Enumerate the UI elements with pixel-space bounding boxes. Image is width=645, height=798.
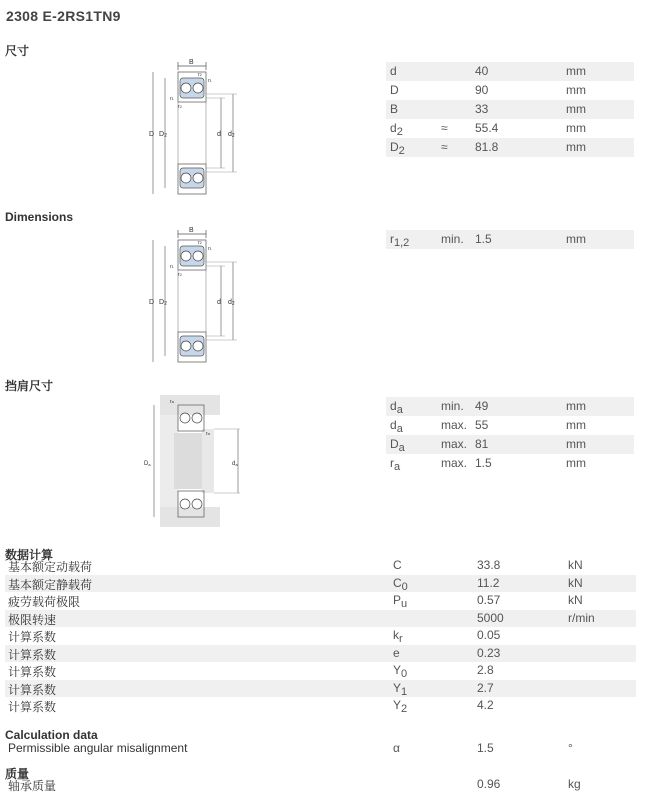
param-row: [386, 454, 634, 473]
param-value: 33: [475, 102, 489, 116]
calc-symbol-sub: u: [401, 598, 408, 610]
svg-text:r2: [178, 272, 183, 278]
label-ra-top: r: [170, 399, 172, 405]
param-symbol-sub: a: [398, 442, 405, 454]
param-qualifier: max.: [441, 456, 468, 470]
param-qualifier: ≈: [441, 121, 448, 135]
calc-row: [5, 610, 636, 628]
abutment-drawing: [140, 393, 250, 533]
calc-value: 4.2: [477, 698, 494, 712]
calc-label: 轴承质量: [8, 779, 57, 793]
calc-symbol: [393, 646, 400, 660]
label-r2-top-2-sub: 2: [199, 240, 202, 245]
label-Da: D: [144, 461, 149, 467]
calc-row: [5, 740, 636, 758]
param-symbol: [390, 456, 400, 473]
label-ra-mid: r: [206, 431, 208, 437]
param-row: [386, 119, 634, 138]
calc-en-table: [5, 740, 636, 758]
calc-value: 1.5: [477, 741, 494, 755]
param-row: [386, 435, 634, 454]
calc-symbol-sub: 0: [401, 580, 408, 593]
param-row: [386, 416, 634, 435]
label-r2-top-2: r: [198, 240, 200, 246]
calc-label: 计算系数: [8, 647, 57, 662]
label-r1-left-2-sub: 1: [171, 264, 174, 269]
param-unit: mm: [566, 456, 586, 470]
label-d-2: d: [217, 299, 221, 306]
svg-text:da: [232, 461, 238, 467]
param-row: [386, 138, 634, 157]
param-unit: mm: [566, 102, 586, 116]
calc-label: 计算系数: [8, 665, 57, 679]
calc-symbol: [393, 593, 407, 610]
param-symbol: [390, 399, 403, 416]
calc-unit: °: [568, 741, 573, 755]
label-r2-left-2-sub: 2: [179, 272, 182, 277]
param-unit: mm: [566, 232, 586, 246]
calc-value: 0.57: [477, 593, 501, 607]
param-symbol: [390, 121, 403, 138]
calc-symbol-main: P: [393, 593, 402, 607]
calc-value: 11.2: [477, 575, 500, 590]
param-symbol-main: D: [390, 437, 399, 451]
param-value: 55.4: [475, 121, 499, 135]
calc-row: [5, 557, 636, 575]
param-symbol: [390, 140, 405, 157]
calc-symbol: [393, 558, 402, 572]
section-dimensions-cn: 尺寸: [5, 44, 30, 58]
param-symbol-sub: a: [394, 461, 401, 473]
calc-value: 2.8: [477, 663, 494, 677]
param-row: [386, 230, 634, 249]
svg-text:D2: [159, 299, 167, 307]
calc-symbol: [393, 698, 407, 715]
param-symbol-main: D: [390, 83, 399, 97]
label-D2-2: D: [159, 299, 165, 306]
label-D2-2-sub: 2: [164, 301, 167, 307]
param-row: [386, 81, 634, 100]
param-value: 81.8: [475, 140, 499, 154]
param-unit: mm: [566, 418, 586, 432]
param-unit: mm: [566, 437, 586, 451]
calc-symbol-main: C: [393, 558, 402, 572]
section-mass: 质量: [5, 767, 30, 781]
label-d: d: [217, 131, 221, 138]
bearing-radius-drawing: [145, 224, 245, 364]
param-row: [386, 62, 634, 81]
calc-label: 计算系数: [8, 700, 57, 714]
label-r2-top-sub: 2: [199, 72, 202, 77]
svg-text:Da: [144, 461, 151, 467]
label-ra-top-sub: a: [171, 399, 174, 404]
calc-row: [5, 627, 636, 645]
calc-unit: kN: [568, 575, 583, 590]
calc-unit: r/min: [568, 610, 595, 625]
param-qualifier: min.: [441, 399, 464, 413]
svg-text:r1: [170, 96, 175, 102]
label-d2-sub: 2: [231, 133, 235, 139]
param-value: 1.5: [475, 232, 492, 246]
calc-symbol-main: Y: [393, 698, 402, 712]
label-D2-sub: 2: [164, 133, 167, 139]
calc-symbol-main: α: [393, 741, 400, 755]
svg-text:r1: [170, 264, 175, 270]
label-r1-left-sub: 1: [171, 96, 174, 101]
param-qualifier: ≈: [441, 140, 448, 154]
param-value: 49: [475, 399, 489, 413]
calc-symbol-main: Y: [393, 680, 402, 695]
param-value: 81: [475, 437, 489, 451]
section-calc-en: Calculation data: [5, 728, 98, 742]
label-r1-left: r: [170, 96, 172, 102]
calc-label: 基本额定静载荷: [8, 577, 93, 592]
label-B: B: [189, 59, 194, 66]
svg-text:r2: [178, 104, 183, 110]
calc-unit: kg: [568, 777, 581, 791]
radius-table: [386, 230, 634, 249]
svg-text:r2: [198, 240, 203, 246]
param-qualifier: max.: [441, 437, 468, 451]
param-unit: mm: [566, 121, 586, 135]
param-unit: mm: [566, 83, 586, 97]
param-row: [386, 100, 634, 119]
section-dimensions-en: Dimensions: [5, 210, 74, 224]
label-d2-2: d: [228, 299, 232, 306]
mass-table: [5, 776, 636, 794]
calc-symbol: [393, 628, 403, 645]
calc-unit: kN: [568, 593, 583, 607]
param-symbol-main: d: [390, 121, 397, 135]
param-symbol-main: r: [390, 456, 394, 470]
param-symbol-sub: a: [396, 404, 403, 416]
svg-text:d2: [228, 131, 235, 139]
param-unit: mm: [566, 399, 586, 413]
param-symbol-sub: 2: [398, 145, 405, 157]
calc-row: [5, 575, 636, 593]
label-da-sub: a: [235, 462, 238, 467]
param-row: [386, 397, 634, 416]
label-r2-top: r: [198, 72, 200, 78]
calc-symbol-main: e: [393, 645, 400, 660]
calc-table: [5, 557, 636, 715]
label-r1-top-sub: 1: [209, 78, 212, 83]
svg-text:r1: [208, 78, 213, 84]
calc-row: [5, 662, 636, 680]
label-da: d: [232, 461, 236, 467]
abutment-table: [386, 397, 634, 473]
calc-symbol-sub: 0: [401, 668, 408, 680]
label-D: D: [149, 131, 155, 138]
calc-row: [5, 592, 636, 610]
calc-symbol-sub: r: [399, 633, 403, 645]
param-symbol: [390, 83, 399, 97]
param-symbol-main: d: [390, 399, 397, 413]
calc-label: 极限转速: [8, 612, 57, 627]
calc-symbol-sub: 2: [401, 703, 408, 715]
param-value: 90: [475, 83, 489, 97]
product-title: 2308 E-2RS1TN9: [6, 8, 121, 24]
calc-row: [5, 776, 636, 794]
calc-value: 0.23: [477, 645, 501, 660]
param-symbol: [390, 102, 398, 116]
calc-label: 疲劳载荷极限: [8, 595, 81, 609]
calc-value: 2.7: [477, 680, 494, 695]
label-D2: D: [159, 131, 165, 138]
svg-text:r2: [198, 72, 203, 78]
param-value: 40: [475, 64, 489, 78]
label-r1-top-2: r: [208, 246, 210, 252]
calc-symbol-main: k: [393, 628, 399, 642]
param-symbol-main: d: [390, 64, 397, 78]
param-symbol-sub: 1,2: [394, 237, 410, 249]
param-symbol-main: B: [390, 102, 399, 116]
calc-row: [5, 697, 636, 715]
param-symbol-main: r: [390, 232, 394, 246]
calc-label: 计算系数: [8, 630, 57, 644]
param-unit: mm: [566, 140, 586, 154]
label-r2-left-2: r: [178, 272, 180, 278]
calc-label: Permissible angular misalignment: [8, 741, 188, 755]
svg-text:d2: [228, 299, 235, 307]
param-symbol: [390, 418, 403, 435]
calc-symbol: [393, 741, 400, 755]
param-qualifier: min.: [441, 232, 464, 246]
dimensions-table: [386, 62, 634, 157]
param-symbol-sub: 2: [396, 126, 403, 138]
calc-symbol-sub: 1: [401, 685, 408, 698]
param-value: 1.5: [475, 456, 492, 470]
calc-unit: kN: [568, 558, 583, 572]
section-calc-cn: 数据计算: [5, 548, 54, 562]
param-qualifier: max.: [441, 418, 468, 432]
calc-symbol: [393, 663, 407, 680]
label-r1-top: r: [208, 78, 210, 84]
svg-text:D2: [159, 131, 167, 139]
calc-row: [5, 645, 636, 663]
param-symbol-main: d: [390, 418, 397, 432]
calc-label: 基本额定动载荷: [8, 560, 93, 574]
label-r1-left-2: r: [170, 264, 172, 270]
label-B-2: B: [189, 227, 194, 234]
calc-value: 33.8: [477, 558, 501, 572]
bearing-dimension-drawing: [145, 56, 245, 196]
param-symbol: [390, 437, 405, 454]
label-Da-sub: a: [148, 462, 151, 467]
section-abutment: 挡肩尺寸: [5, 379, 54, 393]
calc-symbol: [393, 681, 407, 698]
calc-value: 0.96: [477, 777, 501, 791]
param-value: 55: [475, 418, 489, 432]
param-symbol: [390, 64, 397, 78]
label-ra-mid-sub: a: [207, 431, 210, 436]
calc-symbol-main: Y: [393, 663, 402, 677]
label-r1-top-2-sub: 1: [209, 246, 212, 251]
param-symbol-sub: a: [396, 423, 403, 435]
calc-label: 计算系数: [8, 682, 57, 697]
label-d2: d: [228, 131, 232, 138]
calc-symbol-main: C: [393, 575, 402, 590]
label-D-2: D: [149, 299, 155, 306]
calc-symbol: [393, 576, 408, 593]
calc-row: [5, 680, 636, 698]
param-symbol-main: D: [390, 140, 399, 154]
label-r2-left: r: [178, 104, 180, 110]
param-symbol: [390, 232, 409, 249]
svg-text:r1: [208, 246, 213, 252]
calc-value: 0.05: [477, 628, 501, 642]
label-d2-2-sub: 2: [231, 301, 235, 307]
label-r2-left-sub: 2: [179, 104, 182, 109]
param-unit: mm: [566, 64, 586, 78]
calc-value: 5000: [477, 610, 504, 625]
